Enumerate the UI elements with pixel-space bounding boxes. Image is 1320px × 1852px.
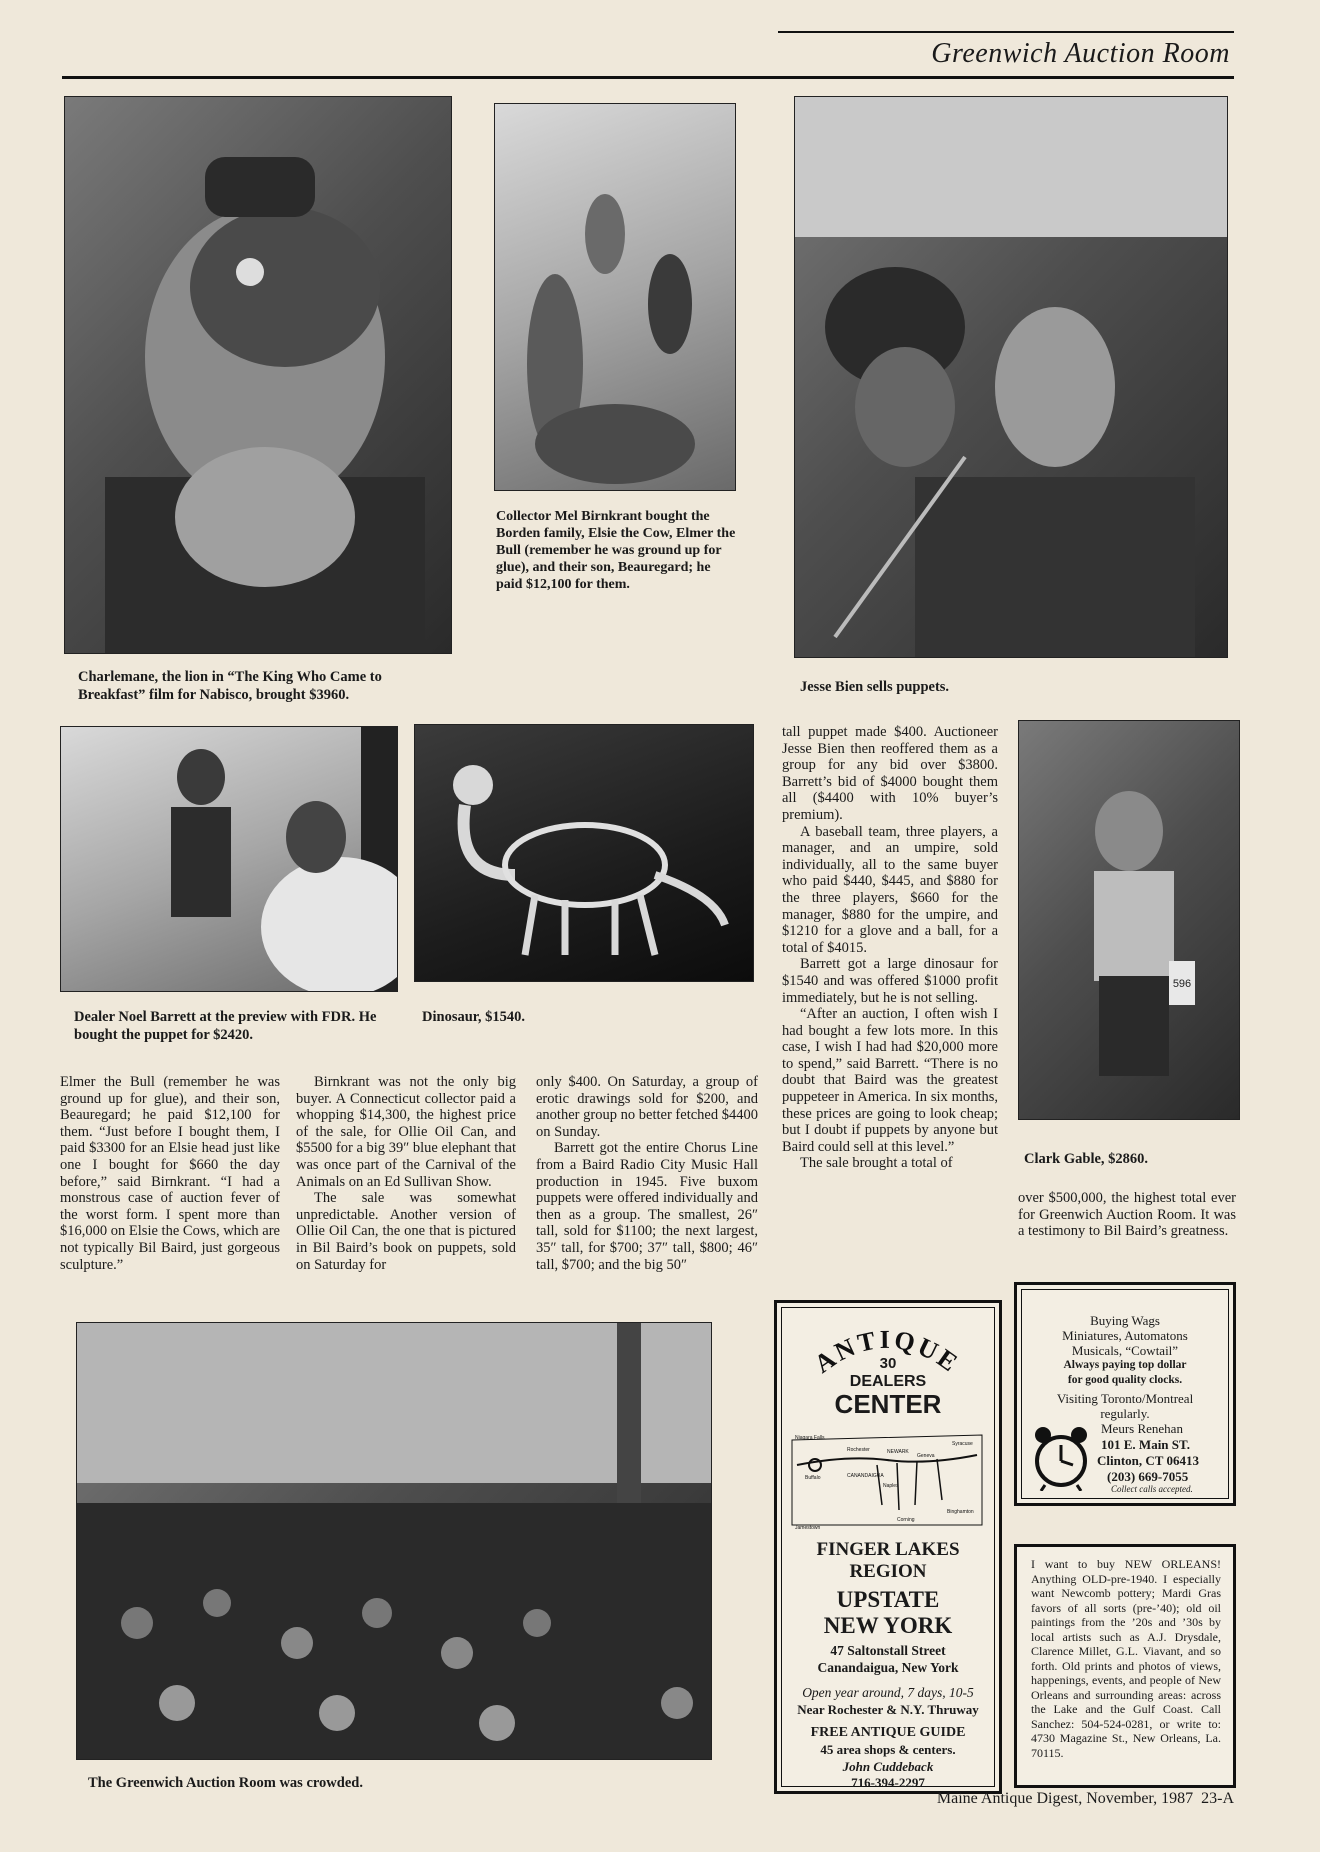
ad-antique-arc-text: ANTIQUE bbox=[808, 1324, 966, 1379]
caption-charlemane: Charlemane, the lion in “The King Who Came to Breakfast” film for Nabisco, brought $3960. bbox=[78, 669, 382, 703]
map-label: Naples bbox=[883, 1483, 899, 1489]
alarm-clock-icon bbox=[1029, 1421, 1093, 1491]
ad-clocks-city: Clinton, CT 06413 bbox=[1097, 1453, 1199, 1468]
caption-birnkrant: Collector Mel Birnkrant bought the Borden family, Elsie the Cow, Elmer the Bull (remember he was ground up for glue), and their son, Beauregard; he paid $12,100 for them. bbox=[496, 509, 736, 592]
ad-clocks-street: 101 E. Main ST. bbox=[1101, 1437, 1190, 1452]
photo-clark-gable bbox=[1018, 720, 1240, 1120]
article-paragraph: over $500,000, the highest total ever for Greenwich Auction Room. It was a testimony to Bil Baird’s greatness. bbox=[1018, 1190, 1236, 1240]
map-label: Jamestown bbox=[795, 1525, 821, 1531]
photo-borden-family-puppets bbox=[494, 103, 736, 491]
ad-clocks-phone: (203) 669-7055 bbox=[1107, 1469, 1189, 1484]
article-paragraph: Barrett got a large dinosaur for $1540 and was offered $1000 profit immediately, but he is not selling. bbox=[782, 956, 998, 1006]
map-label: CANANDAIGUA bbox=[847, 1473, 884, 1479]
ad-region-2: REGION bbox=[849, 1561, 927, 1582]
map-label: Buffalo bbox=[805, 1475, 821, 1481]
ad-finger-lakes-map bbox=[787, 1425, 987, 1535]
map-label: Rochester bbox=[847, 1447, 870, 1453]
article-column-3 bbox=[536, 1074, 758, 1273]
ad-address-2: Canandaigua, New York bbox=[817, 1660, 959, 1675]
article-paragraph: Barrett got the entire Chorus Line from a Baird Radio City Music Hall production in 1945. Five buxom puppets were offered individually and then as a group. The smallest, 26″ tall, sold for $1100; the next largest, 35″ tall, for $700; 37″ tall, $800; 46″ tall, $700; and the big 50″ bbox=[536, 1140, 758, 1273]
article-paragraph: Birnkrant was not the only big buyer. A Connecticut collector paid a whopping $14,300, the highest price of the sale, for Ollie Oil Can, and $5500 for a big 39″ blue elephant that was once part of the Carnival of the Animals on an Ed Sullivan Show. bbox=[296, 1074, 516, 1190]
photo-crowd bbox=[76, 1322, 712, 1760]
article-paragraph: tall puppet made $400. Auctioneer Jesse Bien then reoffered them as a group for any bid over $3800. Barrett’s bid of $4000 bought them all ($4400 with 10% buyer’s premium). bbox=[782, 724, 998, 823]
map-label: Binghamton bbox=[947, 1509, 974, 1515]
ad-clocks-line-1: Buying Wags bbox=[1090, 1313, 1160, 1328]
article-column-1 bbox=[60, 1074, 280, 1273]
caption-clark: Clark Gable, $2860. bbox=[1024, 1151, 1149, 1167]
ad-clocks bbox=[1014, 1282, 1236, 1506]
ad-state-1: UPSTATE bbox=[836, 1587, 940, 1612]
ad-dealer-count: 30 bbox=[879, 1355, 897, 1372]
ad-clocks-line-2: Miniatures, Automatons bbox=[1062, 1328, 1188, 1343]
ad-clocks-collect: Collect calls accepted. bbox=[1111, 1484, 1193, 1494]
ad-antique-center bbox=[774, 1300, 1002, 1794]
photo-charlemane-lion bbox=[64, 96, 452, 654]
header-top-rule bbox=[778, 31, 1234, 33]
ad-guide-2: 45 area shops & centers. bbox=[820, 1742, 956, 1757]
article-column-right-top bbox=[782, 724, 998, 1172]
page-footer: Maine Antique Digest, November, 1987 23-A bbox=[936, 1790, 1234, 1807]
map-label: Corning bbox=[897, 1517, 915, 1523]
header-bottom-rule bbox=[62, 76, 1234, 79]
caption-barrett: Dealer Noel Barrett at the preview with FDR. He bought the puppet for $2420. bbox=[74, 1009, 377, 1043]
article-paragraph: Elmer the Bull (remember he was ground up for glue), and their son, Beauregard; he paid $12,100 for them. “Just before I bought them, I paid $3300 for an Elsie head just like one I bought for $660 the day before,” said Birnkrant. “I had a monstrous case of auction fever of the worst form. I spent more than $16,000 on Elsie the Cows, which are not typically Bil Baird, just gorgeous sculpture.” bbox=[60, 1074, 280, 1273]
article-paragraph: The sale brought a total of bbox=[800, 1155, 953, 1172]
ad-phone: 716-394-2297 bbox=[851, 1775, 925, 1790]
ad-clocks-name: Meurs Renehan bbox=[1101, 1421, 1183, 1436]
ad-clocks-line-5: for good quality clocks. bbox=[1067, 1374, 1183, 1386]
ad-dealers: DEALERS bbox=[849, 1373, 927, 1390]
ad-new-orleans bbox=[1014, 1544, 1236, 1788]
photo-noel-barrett bbox=[60, 726, 398, 992]
photo-jesse-bien bbox=[794, 96, 1228, 658]
map-label: Geneva bbox=[917, 1453, 935, 1459]
article-paragraph: only $400. On Saturday, a group of erotic drawings sold for $200, and another group no better fetched $4400 on Sunday. bbox=[536, 1074, 758, 1140]
ad-center: CENTER bbox=[834, 1389, 942, 1419]
map-label: Syracuse bbox=[952, 1441, 973, 1447]
article-column-far-right bbox=[1018, 1190, 1236, 1240]
photo-dinosaur bbox=[414, 724, 754, 982]
ad-near: Near Rochester & N.Y. Thruway bbox=[797, 1702, 979, 1717]
caption-jesse: Jesse Bien sells puppets. bbox=[800, 679, 950, 695]
ad-clocks-line-4: Always paying top dollar bbox=[1063, 1359, 1187, 1371]
article-paragraph: “After an auction, I often wish I had bought a few lots more. In this case, I wish I had had $20,000 more to spend,” said Barrett. “There is no doubt that Baird was the greatest puppeteer in America. In six months, these prices are going to look cheap; but I doubt if puppets by anyone but Baird could sell at this level.” bbox=[782, 1006, 998, 1155]
section-title: Greenwich Auction Room bbox=[931, 38, 1230, 69]
ad-clocks-line-3: Musicals, “Cowtail” bbox=[1071, 1343, 1179, 1358]
map-label: NEWARK bbox=[887, 1449, 909, 1455]
ad-contact: John Cuddeback bbox=[842, 1759, 934, 1774]
article-column-2 bbox=[296, 1074, 516, 1273]
ad-hours: Open year around, 7 days, 10-5 bbox=[802, 1685, 974, 1700]
ad-region-1: FINGER LAKES bbox=[816, 1539, 960, 1560]
ad-new-orleans-text: I want to buy NEW ORLEANS! Anything OLD-pre-1940. I especially want Newcomb pottery; Mardi Gras favors of all sorts (pre-’40); old oil paintings from the ’20s and ’30s by local artists such as A.J. Drysdale, Clarence Millet, G.L. Viavant, and so forth. Old prints and photos of views, happenings, events, and people of New Orleans and surrounding areas: across the Lake and the Gulf Coast. Call Sanchez: 504-524-0281, or write to: 4730 Magazine St., New Orleans, La. 70115. bbox=[1031, 1557, 1221, 1760]
map-label: Niagara Falls bbox=[795, 1435, 825, 1441]
article-paragraph: A baseball team, three players, a manager, and an umpire, sold individually, all to the same buyer who paid $440, $445, and $880 for the three players, $660 for the manager, $880 for the umpire, and $1210 for a glove and a ball, for a total of $4015. bbox=[782, 823, 998, 956]
caption-crowd: The Greenwich Auction Room was crowded. bbox=[88, 1775, 363, 1791]
ad-guide: FREE ANTIQUE GUIDE bbox=[810, 1725, 966, 1740]
ad-clocks-line-7: regularly. bbox=[1100, 1406, 1150, 1421]
caption-dinosaur: Dinosaur, $1540. bbox=[422, 1009, 526, 1025]
ad-clocks-line-6: Visiting Toronto/Montreal bbox=[1056, 1391, 1194, 1406]
article-paragraph: The sale was somewhat unpredictable. Another version of Ollie Oil Can, the one that is pictured in Bil Baird’s book on puppets, sold on Saturday for bbox=[296, 1190, 516, 1273]
lot-tag-number: 596 bbox=[1172, 978, 1192, 990]
ad-state-2: NEW YORK bbox=[823, 1613, 953, 1638]
ad-address-1: 47 Saltonstall Street bbox=[830, 1643, 946, 1658]
